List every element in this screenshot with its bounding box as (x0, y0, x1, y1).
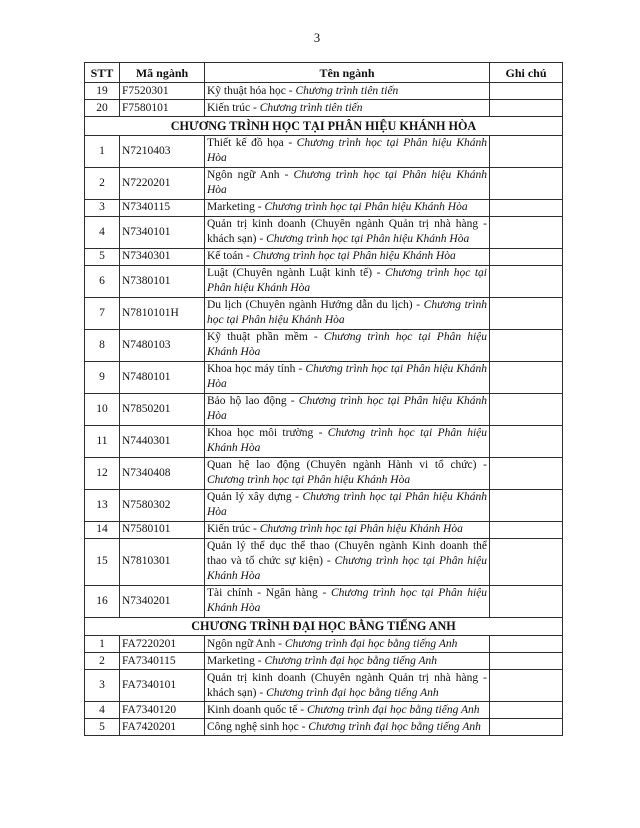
program-type: Chương trình học tại Phân hiệu Khánh Hòa (207, 299, 487, 326)
stt-cell: 11 (85, 425, 120, 457)
code-cell: FA7340120 (120, 702, 205, 719)
major-name: Kỹ thuật phần mềm (207, 331, 308, 343)
code-cell: FA7340115 (120, 653, 205, 670)
name-cell: Kiến trúc - Chương trình tiên tiến (205, 100, 490, 117)
section-title: CHƯƠNG TRÌNH ĐẠI HỌC BẰNG TIẾNG ANH (85, 617, 563, 636)
table-row (85, 702, 563, 719)
code-cell: N7580101 (120, 521, 205, 538)
code-cell: N7210403 (120, 135, 205, 167)
code-cell: F7520301 (120, 83, 205, 100)
code-cell: FA7220201 (120, 636, 205, 653)
stt-cell: 14 (85, 521, 120, 538)
stt-cell: 13 (85, 489, 120, 521)
table-row (85, 670, 563, 702)
column-header-code: Mã ngành (120, 63, 205, 83)
code-cell: N7340201 (120, 585, 205, 617)
note-cell (490, 167, 563, 199)
note-cell (490, 135, 563, 167)
table-row (85, 653, 563, 670)
program-type: Chương trình học tại Phân hiệu Khánh Hòa (207, 491, 487, 518)
major-name: Kinh doanh quốc tế (207, 703, 298, 716)
code-cell: F7580101 (120, 100, 205, 117)
note-cell (490, 636, 563, 653)
code-cell: N7810301 (120, 538, 205, 585)
table-row (85, 135, 563, 167)
program-type: Chương trình đại học bằng tiếng Anh (284, 637, 458, 650)
code-cell: N7810101H (120, 297, 205, 329)
program-type: Chương trình tiên tiến (259, 101, 363, 114)
stt-cell: 10 (85, 393, 120, 425)
name-cell: Quan hệ lao động (Chuyên ngành Hành vi tổ chức) - Chương trình học tại Phân hiệu Khánh Hòa (205, 457, 490, 489)
name-cell: Kỹ thuật hóa học - Chương trình tiên tiến (205, 83, 490, 100)
stt-cell: 2 (85, 653, 120, 670)
program-type: Chương trình đại học bằng tiếng Anh (264, 654, 438, 667)
name-cell: Công nghệ sinh học - Chương trình đại học bằng tiếng Anh (205, 719, 490, 736)
name-cell: Quản lý thể dục thể thao (Chuyên ngành Kinh doanh thể thao và tổ chức sự kiện) - Chương trình học tại Phân hiệu Khánh Hòa (205, 538, 490, 585)
major-name: Ngôn ngữ Anh (207, 169, 280, 181)
note-cell (490, 670, 563, 702)
note-cell (490, 653, 563, 670)
table-row (85, 521, 563, 538)
stt-cell: 1 (85, 636, 120, 653)
stt-cell: 20 (85, 100, 120, 117)
code-cell: N7220201 (120, 167, 205, 199)
stt-cell: 6 (85, 265, 120, 297)
name-cell: Ngôn ngữ Anh - Chương trình học tại Phân hiệu Khánh Hòa (205, 167, 490, 199)
code-cell: N7340301 (120, 248, 205, 265)
note-cell (490, 265, 563, 297)
program-type: Chương trình học tại Phân hiệu Khánh Hòa (207, 137, 487, 164)
name-cell: Kế toán - Chương trình học tại Phân hiệu Khánh Hòa (205, 248, 490, 265)
table-row (85, 100, 563, 117)
name-cell: Khoa học máy tính - Chương trình học tại Phân hiệu Khánh Hòa (205, 361, 490, 393)
stt-cell: 5 (85, 248, 120, 265)
stt-cell: 2 (85, 167, 120, 199)
major-name: Kiến trúc (207, 101, 251, 114)
name-cell: Marketing - Chương trình đại học bằng tiếng Anh (205, 653, 490, 670)
note-cell (490, 425, 563, 457)
table-row (85, 719, 563, 736)
note-cell (490, 393, 563, 425)
name-cell: Kinh doanh quốc tế - Chương trình đại học bằng tiếng Anh (205, 702, 490, 719)
stt-cell: 1 (85, 135, 120, 167)
program-type: Chương trình học tại Phân hiệu Khánh Hòa (264, 201, 468, 213)
major-name: Quản lý xây dựng (207, 491, 292, 503)
note-cell (490, 199, 563, 216)
program-type: Chương trình đại học bằng tiếng Anh (266, 686, 439, 699)
major-name: Kỹ thuật hóa học (207, 84, 286, 97)
program-type: Chương trình đại học bằng tiếng Anh (306, 703, 480, 716)
note-cell (490, 83, 563, 100)
program-type: Chương trình đại học bằng tiếng Anh (308, 720, 481, 733)
code-cell: N7340115 (120, 199, 205, 216)
table-row (85, 585, 563, 617)
note-cell (490, 297, 563, 329)
major-name: Công nghệ sinh học (207, 720, 299, 733)
stt-cell: 16 (85, 585, 120, 617)
note-cell (490, 719, 563, 736)
major-name: Tài chính - Ngân hàng (207, 587, 318, 599)
program-type: Chương trình học tại Phân hiệu Khánh Hòa (207, 555, 487, 582)
code-cell: N7850201 (120, 393, 205, 425)
note-cell (490, 521, 563, 538)
name-cell: Bảo hộ lao động - Chương trình học tại Phân hiệu Khánh Hòa (205, 393, 490, 425)
major-name: Du lịch (Chuyên ngành Hướng dẫn du lịch) (207, 299, 413, 311)
program-type: Chương trình học tại Phân hiệu Khánh Hòa (207, 395, 487, 422)
stt-cell: 4 (85, 216, 120, 248)
name-cell: Quản lý xây dựng - Chương trình học tại Phân hiệu Khánh Hòa (205, 489, 490, 521)
code-cell: N7580302 (120, 489, 205, 521)
stt-cell: 5 (85, 719, 120, 736)
table-row (85, 167, 563, 199)
page-number: 3 (313, 31, 321, 45)
program-type: Chương trình học tại Phân hiệu Khánh Hòa (266, 233, 470, 245)
code-cell: N7440301 (120, 425, 205, 457)
note-cell (490, 489, 563, 521)
code-cell: N7340408 (120, 457, 205, 489)
table-row (85, 216, 563, 248)
table-row (85, 83, 563, 100)
major-name: Thiết kế đồ họa (207, 137, 284, 149)
stt-cell: 8 (85, 329, 120, 361)
name-cell: Marketing - Chương trình học tại Phân hiệu Khánh Hòa (205, 199, 490, 216)
code-cell: N7380101 (120, 265, 205, 297)
stt-cell: 19 (85, 83, 120, 100)
major-name: Quản trị kinh doanh (Chuyên ngành Quản trị nhà hàng - khách sạn) (207, 218, 487, 245)
code-cell: FA7420201 (120, 719, 205, 736)
code-cell: FA7340101 (120, 670, 205, 702)
major-name: Kế toán (207, 250, 244, 262)
note-cell (490, 100, 563, 117)
name-cell: Ngôn ngữ Anh - Chương trình đại học bằng tiếng Anh (205, 636, 490, 653)
name-cell: Luật (Chuyên ngành Luật kinh tế) - Chương trình học tại Phân hiệu Khánh Hòa (205, 265, 490, 297)
note-cell (490, 329, 563, 361)
program-type: Chương trình học tại Phân hiệu Khánh Hòa (259, 523, 463, 535)
stt-cell: 12 (85, 457, 120, 489)
major-name: Khoa học máy tính (207, 363, 296, 375)
name-cell: Kiến trúc - Chương trình học tại Phân hiệu Khánh Hòa (205, 521, 490, 538)
note-cell (490, 248, 563, 265)
table-row (85, 636, 563, 653)
major-name: Kiến trúc (207, 523, 251, 535)
table-row (85, 265, 563, 297)
program-type: Chương trình học tại Phân hiệu Khánh Hòa (207, 331, 487, 358)
code-cell: N7480103 (120, 329, 205, 361)
stt-cell: 15 (85, 538, 120, 585)
section-header-row (85, 617, 563, 636)
name-cell: Kỹ thuật phần mềm - Chương trình học tại Phân hiệu Khánh Hòa (205, 329, 490, 361)
program-type: Chương trình học tại Phân hiệu Khánh Hòa (207, 427, 487, 454)
major-name: Luật (Chuyên ngành Luật kinh tế) (207, 267, 373, 279)
stt-cell: 4 (85, 702, 120, 719)
major-name: Quản lý thể dục thể thao (Chuyên ngành Kinh doanh thể thao và tổ chức sự kiện) (207, 540, 487, 567)
table-row (85, 393, 563, 425)
name-cell: Quản trị kinh doanh (Chuyên ngành Quản trị nhà hàng - khách sạn) - Chương trình đại học bằng tiếng Anh (205, 670, 490, 702)
program-type: Chương trình học tại Phân hiệu Khánh Hòa (207, 474, 411, 486)
section-header-row (85, 117, 563, 136)
name-cell: Tài chính - Ngân hàng - Chương trình học tại Phân hiệu Khánh Hòa (205, 585, 490, 617)
major-name: Quan hệ lao động (Chuyên ngành Hành vi tổ chức) (207, 459, 477, 471)
note-cell (490, 216, 563, 248)
table-row (85, 248, 563, 265)
section-title: CHƯƠNG TRÌNH HỌC TẠI PHÂN HIỆU KHÁNH HÒA (85, 117, 563, 136)
stt-cell: 3 (85, 199, 120, 216)
code-cell: N7340101 (120, 216, 205, 248)
column-header-note: Ghi chú (490, 63, 563, 83)
note-cell (490, 538, 563, 585)
table-row (85, 361, 563, 393)
name-cell: Khoa học môi trường - Chương trình học tại Phân hiệu Khánh Hòa (205, 425, 490, 457)
program-type: Chương trình học tại Phân hiệu Khánh Hòa (252, 250, 456, 262)
table-header-row (85, 63, 563, 83)
program-type: Chương trình học tại Phân hiệu Khánh Hòa (207, 363, 488, 390)
note-cell (490, 361, 563, 393)
table-row (85, 199, 563, 216)
table-row (85, 489, 563, 521)
table-row (85, 329, 563, 361)
column-header-stt: STT (85, 63, 120, 83)
table-row (85, 457, 563, 489)
name-cell: Quản trị kinh doanh (Chuyên ngành Quản trị nhà hàng - khách sạn) - Chương trình học tại Phân hiệu Khánh Hòa (205, 216, 490, 248)
program-type: Chương trình học tại Phân hiệu Khánh Hòa (207, 267, 487, 294)
program-type: Chương trình tiên tiến (295, 84, 399, 97)
program-type: Chương trình học tại Phân hiệu Khánh Hòa (207, 169, 487, 196)
table-row (85, 297, 563, 329)
major-name: Ngôn ngữ Anh (207, 637, 276, 650)
stt-cell: 7 (85, 297, 120, 329)
stt-cell: 9 (85, 361, 120, 393)
major-name: Marketing (207, 201, 255, 213)
programs-table (84, 62, 563, 736)
name-cell: Du lịch (Chuyên ngành Hướng dẫn du lịch) - Chương trình học tại Phân hiệu Khánh Hòa (205, 297, 490, 329)
major-name: Bảo hộ lao động (207, 395, 287, 407)
stt-cell: 3 (85, 670, 120, 702)
table-row (85, 538, 563, 585)
note-cell (490, 585, 563, 617)
major-name: Quản trị kinh doanh (Chuyên ngành Quản trị nhà hàng - khách sạn) (207, 671, 487, 699)
note-cell (490, 702, 563, 719)
table-row (85, 425, 563, 457)
program-type: Chương trình học tại Phân hiệu Khánh Hòa (207, 587, 488, 614)
major-name: Khoa học môi trường (207, 427, 314, 439)
major-name: Marketing (207, 654, 255, 667)
name-cell: Thiết kế đồ họa - Chương trình học tại Phân hiệu Khánh Hòa (205, 135, 490, 167)
column-header-name: Tên ngành (205, 63, 490, 83)
code-cell: N7480101 (120, 361, 205, 393)
note-cell (490, 457, 563, 489)
